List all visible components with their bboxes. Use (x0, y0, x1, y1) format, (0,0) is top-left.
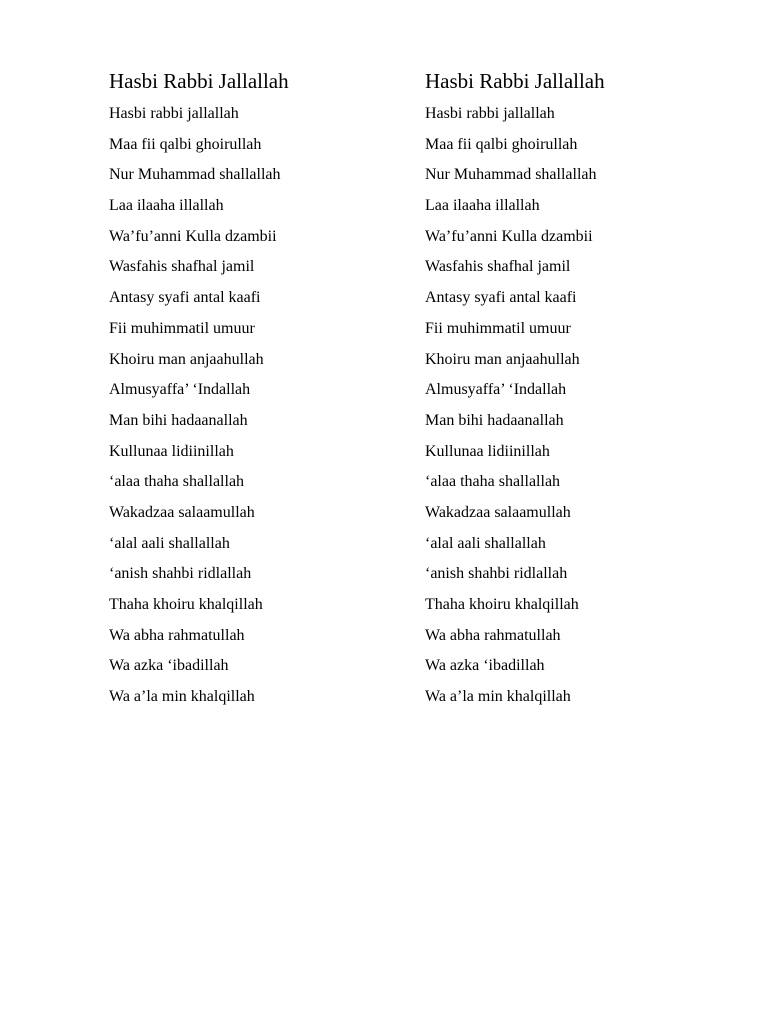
lyric-line: Kullunaa lidiinillah (109, 442, 234, 460)
right-lyrics-list (425, 99, 725, 713)
lyric-line: Wa azka ‘ibadillah (425, 657, 545, 675)
lyric-line: Wa abha rahmatullah (109, 626, 245, 644)
lyric-line: ‘alal aali shallallah (109, 534, 230, 552)
left-column-title: Hasbi Rabbi Jallallah (109, 69, 289, 93)
lyric-line: Man bihi hadaanallah (109, 411, 248, 429)
lyric-line: Wa a’la min khalqillah (109, 688, 255, 706)
lyric-line: Wa’fu’anni Kulla dzambii (109, 227, 277, 245)
lyric-line: Hasbi rabbi jallallah (425, 105, 555, 122)
lyric-line: Kullunaa lidiinillah (425, 442, 550, 460)
lyric-line: ‘anish shahbi ridlallah (425, 565, 568, 583)
lyric-line: Almusyaffa’ ‘Indallah (109, 381, 251, 399)
lyric-line: ‘anish shahbi ridlallah (109, 565, 252, 583)
lyric-line: Wasfahis shafhal jamil (109, 258, 255, 276)
left-lyrics-list (109, 99, 409, 713)
lyric-line: Wa azka ‘ibadillah (109, 657, 229, 675)
lyric-line: ‘alaa thaha shallallah (425, 473, 561, 491)
lyric-line: Wakadzaa salaamullah (109, 503, 255, 521)
lyric-line: Nur Muhammad shallallah (425, 166, 597, 184)
lyric-line: Fii muhimmatil umuur (425, 319, 571, 337)
lyric-line: Thaha khoiru khalqillah (425, 596, 579, 613)
lyric-line: ‘alal aali shallallah (425, 534, 546, 552)
lyric-line: Maa fii qalbi ghoirullah (109, 135, 262, 153)
lyric-line: Laa ilaaha illallah (425, 197, 540, 215)
lyric-line: Hasbi rabbi jallallah (109, 105, 239, 122)
lyric-line: Fii muhimmatil umuur (109, 319, 255, 337)
lyric-line: ‘alaa thaha shallallah (109, 473, 245, 491)
lyric-line: Khoiru man anjaahullah (109, 350, 264, 368)
lyric-line: Maa fii qalbi ghoirullah (425, 135, 578, 153)
lyric-line: Antasy syafi antal kaafi (109, 289, 261, 307)
right-column (425, 66, 725, 713)
right-column-title: Hasbi Rabbi Jallallah (425, 69, 605, 93)
lyric-line: Nur Muhammad shallallah (109, 166, 281, 184)
lyric-line: Wasfahis shafhal jamil (425, 258, 571, 276)
lyric-line: Wa a’la min khalqillah (425, 688, 571, 706)
left-column (109, 66, 409, 713)
lyric-line: Man bihi hadaanallah (425, 411, 564, 429)
lyric-line: Wa’fu’anni Kulla dzambii (425, 227, 593, 245)
lyric-line: Wa abha rahmatullah (425, 626, 561, 644)
lyric-line: Thaha khoiru khalqillah (109, 596, 263, 613)
lyric-line: Khoiru man anjaahullah (425, 350, 580, 368)
lyric-line: Laa ilaaha illallah (109, 197, 224, 215)
lyric-line: Almusyaffa’ ‘Indallah (425, 381, 567, 399)
lyric-line: Antasy syafi antal kaafi (425, 289, 577, 307)
lyric-line: Wakadzaa salaamullah (425, 503, 571, 521)
